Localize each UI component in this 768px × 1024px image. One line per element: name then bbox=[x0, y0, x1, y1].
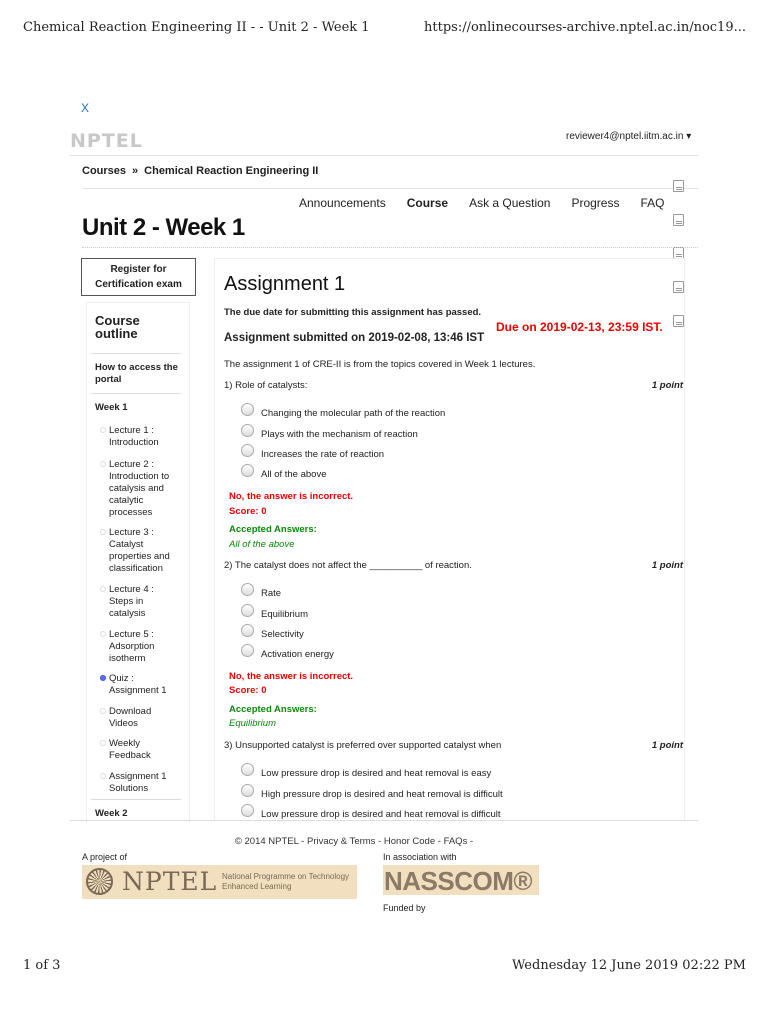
register-certification-button[interactable]: Register for Certification exam bbox=[81, 258, 196, 296]
radio-icon[interactable] bbox=[241, 784, 254, 797]
tab-progress[interactable]: Progress bbox=[571, 196, 620, 210]
due-date: Due on 2019-02-13, 23:59 IST. bbox=[496, 320, 663, 334]
close-icon[interactable]: X bbox=[81, 101, 90, 115]
sidebar-lecture-1[interactable]: Lecture 1 : Introduction bbox=[109, 425, 159, 448]
nptel-logo[interactable]: NPTEL bbox=[70, 130, 143, 152]
footer-divider bbox=[70, 820, 698, 821]
radio-icon bbox=[100, 740, 106, 746]
submission-timestamp: Assignment submitted on 2019-02-08, 13:46 IST bbox=[224, 332, 485, 344]
radio-icon[interactable] bbox=[241, 424, 254, 437]
option-label[interactable]: Rate bbox=[261, 588, 282, 599]
radio-icon-current bbox=[100, 675, 106, 681]
user-menu[interactable] bbox=[566, 131, 691, 142]
option-label[interactable]: All of the above bbox=[261, 469, 327, 480]
accepted-answer: Equilibrium bbox=[229, 718, 276, 729]
tab-faq[interactable]: FAQ bbox=[640, 196, 665, 210]
question-text: 2) The catalyst does not affect the __________ of reaction. bbox=[224, 560, 472, 571]
radio-icon[interactable] bbox=[241, 403, 254, 416]
sidebar-download-videos[interactable]: Download Videos bbox=[109, 706, 152, 729]
project-of-label: A project of bbox=[82, 852, 128, 862]
sidebar-lecture-3[interactable]: Lecture 3 : Catalyst properties and classification bbox=[109, 527, 170, 574]
print-datetime: Wednesday 12 June 2019 02:22 PM bbox=[512, 958, 746, 973]
option-label[interactable]: High pressure drop is desired and heat removal is difficult bbox=[261, 789, 503, 800]
radio-icon[interactable] bbox=[241, 444, 254, 457]
accepted-answers-label: Accepted Answers: bbox=[229, 524, 317, 535]
answer-feedback: No, the answer is incorrect. bbox=[229, 491, 354, 502]
radio-icon bbox=[100, 461, 106, 467]
option-label[interactable]: Selectivity bbox=[261, 629, 304, 640]
accepted-answers-label: Accepted Answers: bbox=[229, 704, 317, 715]
sidebar-lecture-2[interactable]: Lecture 2 : Introduction to catalysis and catalytic processes bbox=[109, 459, 170, 518]
option-label[interactable]: Plays with the mechanism of reaction bbox=[261, 429, 418, 440]
header-divider bbox=[70, 155, 698, 156]
radio-icon bbox=[100, 631, 106, 637]
radio-icon bbox=[100, 586, 106, 592]
print-page-number: 1 of 3 bbox=[23, 958, 61, 973]
option-label[interactable]: Equilibrium bbox=[261, 609, 308, 620]
course-outline-title: Course outline bbox=[95, 313, 140, 341]
breadcrumb-divider bbox=[82, 188, 698, 189]
tab-ask-question[interactable]: Ask a Question bbox=[469, 196, 551, 210]
footer-links bbox=[0, 836, 708, 847]
page-title: Unit 2 - Week 1 bbox=[82, 214, 245, 241]
assignment-intro: The assignment 1 of CRE-II is from the topics covered in Week 1 lectures. bbox=[224, 359, 536, 370]
sidebar-divider bbox=[91, 393, 181, 394]
radio-icon bbox=[100, 708, 106, 714]
radio-icon[interactable] bbox=[241, 583, 254, 596]
option-label[interactable]: Changing the molecular path of the reaction bbox=[261, 408, 446, 419]
accepted-answer: All of the above bbox=[229, 539, 295, 550]
question-text: 1) Role of catalysts: bbox=[224, 380, 308, 391]
radio-icon[interactable] bbox=[241, 464, 254, 477]
assignment-title: Assignment 1 bbox=[224, 273, 346, 295]
question-points: 1 point bbox=[651, 380, 683, 391]
chevron-down-icon: ▾ bbox=[686, 131, 692, 142]
pdf-icon[interactable] bbox=[673, 214, 684, 226]
breadcrumb-separator: » bbox=[132, 165, 139, 177]
option-label[interactable]: Low pressure drop is desired and heat removal is easy bbox=[261, 768, 492, 779]
radio-icon[interactable] bbox=[241, 604, 254, 617]
radio-icon[interactable] bbox=[241, 804, 254, 817]
radio-icon bbox=[100, 529, 106, 535]
question-text: 3) Unsupported catalyst is preferred over supported catalyst when bbox=[224, 740, 502, 751]
question-score: Score: 0 bbox=[229, 685, 267, 696]
nptel-seal-icon bbox=[86, 868, 113, 895]
radio-icon[interactable] bbox=[241, 763, 254, 776]
privacy-terms-link[interactable]: Privacy & Terms - bbox=[306, 836, 382, 847]
user-email: reviewer4@nptel.iitm.ac.in bbox=[566, 131, 684, 142]
question-points: 1 point bbox=[651, 560, 683, 571]
radio-icon[interactable] bbox=[241, 644, 254, 657]
print-url: https://onlinecourses-archive.nptel.ac.in/noc19... bbox=[424, 20, 746, 35]
radio-icon bbox=[100, 427, 106, 433]
due-date-passed-notice: The due date for submitting this assignment has passed. bbox=[224, 307, 482, 318]
honor-code-link[interactable]: Honor Code - bbox=[383, 836, 441, 847]
question-points: 1 point bbox=[651, 740, 683, 751]
copyright-text: © 2014 NPTEL - bbox=[234, 836, 305, 847]
option-label[interactable]: Increases the rate of reaction bbox=[261, 449, 385, 460]
nptel-logo-word: NPTEL bbox=[122, 867, 218, 896]
sidebar-assignment-1-solutions[interactable]: Assignment 1 Solutions bbox=[109, 771, 167, 794]
sidebar-quiz-assignment-1[interactable]: Quiz : Assignment 1 bbox=[109, 673, 167, 696]
association-label: In association with bbox=[383, 852, 457, 862]
sidebar-lecture-4[interactable]: Lecture 4 : Steps in catalysis bbox=[109, 584, 154, 619]
sidebar-item-how-to-access[interactable]: How to access the portal bbox=[95, 362, 178, 385]
funded-by-label: Funded by bbox=[383, 903, 426, 913]
sidebar-divider bbox=[91, 799, 181, 800]
faqs-link[interactable]: FAQs - bbox=[443, 836, 474, 847]
breadcrumb bbox=[82, 165, 318, 177]
breadcrumb-courses[interactable]: Courses bbox=[82, 165, 127, 177]
option-label[interactable]: Activation energy bbox=[261, 649, 334, 660]
sidebar-item-week-1[interactable]: Week 1 bbox=[95, 402, 128, 413]
course-nav bbox=[299, 196, 665, 210]
question-score: Score: 0 bbox=[229, 506, 267, 517]
option-label[interactable]: Low pressure drop is desired and heat removal is difficult bbox=[261, 809, 501, 820]
tab-announcements[interactable]: Announcements bbox=[299, 196, 386, 210]
breadcrumb-course[interactable]: Chemical Reaction Engineering II bbox=[144, 165, 319, 177]
sidebar-divider bbox=[91, 353, 181, 354]
nptel-logo-subtitle: National Programme on Technology Enhanced Learning bbox=[222, 872, 350, 891]
sidebar-item-week-2[interactable]: Week 2 bbox=[95, 808, 128, 819]
nasscom-logo-word: NASSCOM® bbox=[384, 866, 533, 896]
pdf-icon[interactable] bbox=[673, 180, 684, 192]
radio-icon[interactable] bbox=[241, 624, 254, 637]
print-title: Chemical Reaction Engineering II - - Unit 2 - Week 1 bbox=[23, 20, 370, 35]
tab-course[interactable]: Course bbox=[406, 196, 449, 210]
sidebar-weekly-feedback[interactable]: Weekly Feedback bbox=[109, 738, 151, 761]
title-divider bbox=[82, 247, 698, 248]
answer-feedback: No, the answer is incorrect. bbox=[229, 671, 354, 682]
radio-icon bbox=[100, 773, 106, 779]
sidebar-lecture-5[interactable]: Lecture 5 : Adsorption isotherm bbox=[109, 629, 155, 664]
